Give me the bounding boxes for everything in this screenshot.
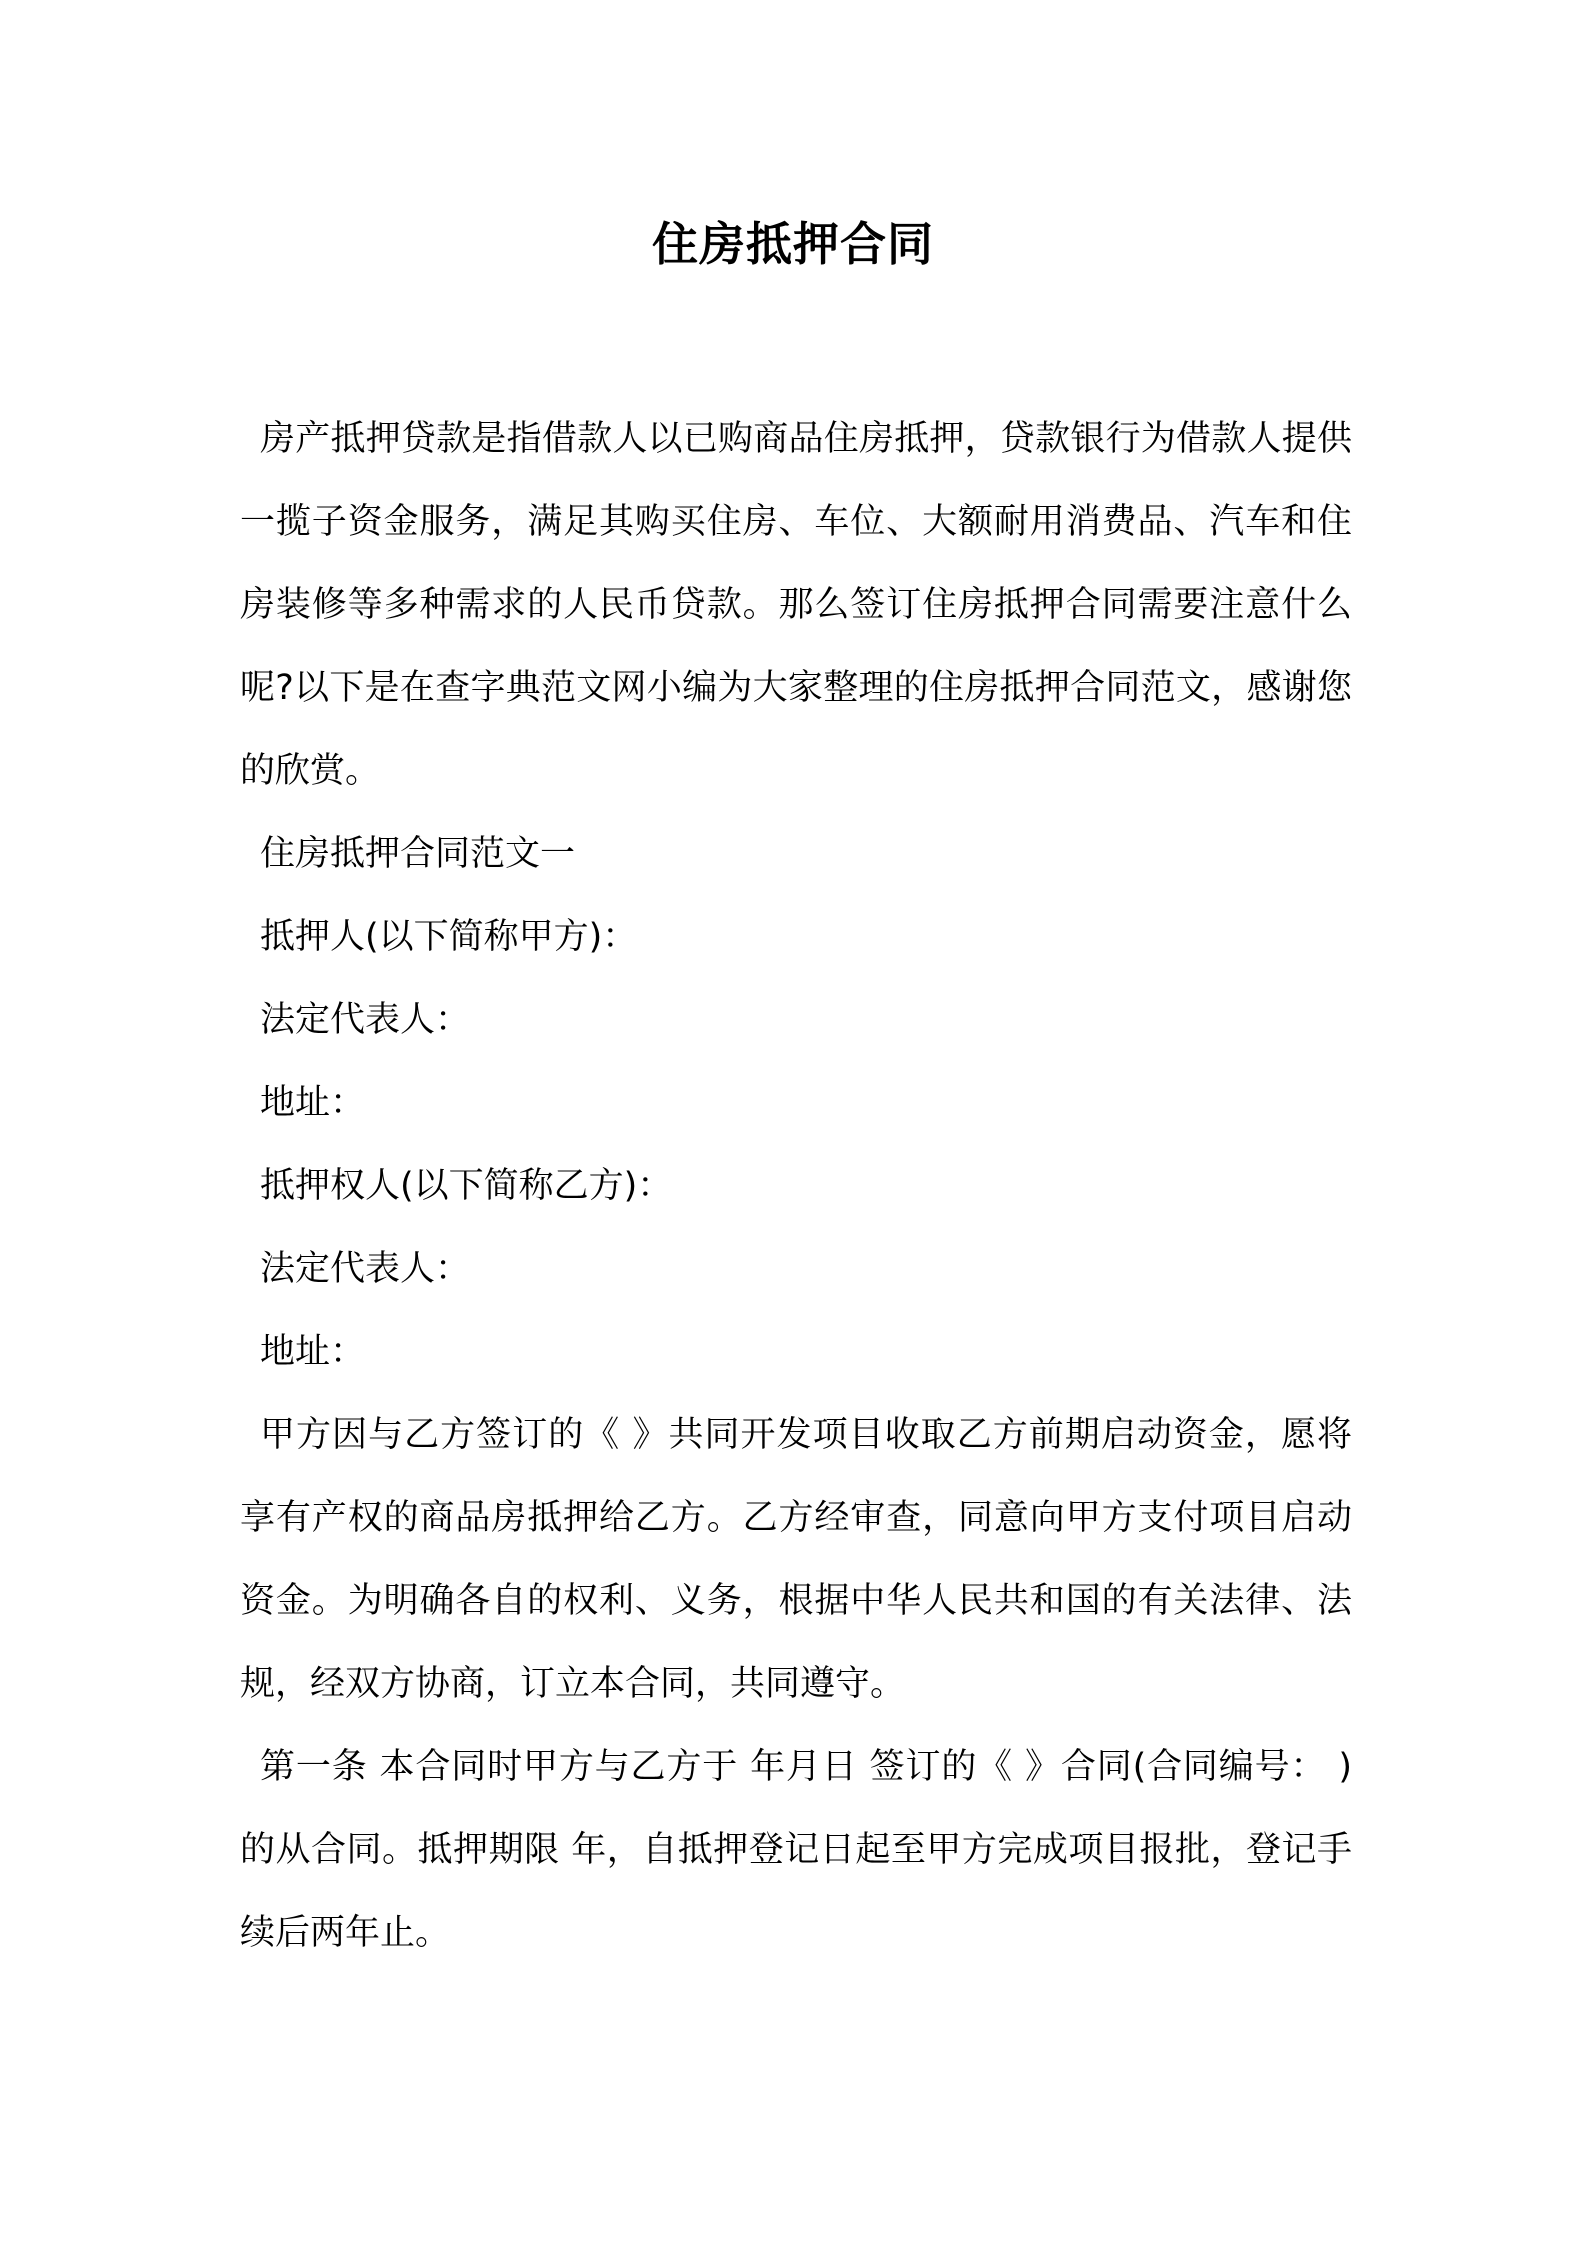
section-heading: 住房抵押合同范文一 <box>260 834 576 874</box>
mortgagor-line: 抵押人(以下简称甲方)： <box>260 917 638 957</box>
intro-paragraph: 房产抵押贷款是指借款人以已购商品住房抵押，贷款银行为借款人提供一揽子资金服务，满足其购买住房、车位、大额耐用消费品、汽车和住房装修等多种需求的人民币贷款。那么签订住房抵押合同需要注意什么呢?以下是在查字典范文网小编为大家整理的住房抵押合同范文，感谢您的欣赏。 <box>240 419 1352 791</box>
article-one-paragraph: 第一条 本合同时甲方与乙方于 年月日 签订的《 》合同(合同编号： )的从合同。抵押期限 年，自抵押登记日起至甲方完成项目报批，登记手续后两年止。 <box>240 1747 1352 1953</box>
preamble-paragraph: 甲方因与乙方签订的《 》共同开发项目收取乙方前期启动资金，愿将享有产权的商品房抵押给乙方。乙方经审查，同意向甲方支付项目启动资金。为明确各自的权利、义务，根据中华人民共和国的有关法律、法规，经双方协商，订立本合同，共同遵守。 <box>240 1415 1352 1704</box>
document-title: 住房抵押合同 <box>652 217 934 271</box>
mortgagee-line: 抵押权人(以下简称乙方)： <box>260 1166 673 1206</box>
mortgagor-address-line: 地址： <box>260 1083 366 1123</box>
document-body <box>240 398 1352 1975</box>
mortgagee-representative-line: 法定代表人： <box>260 1249 471 1289</box>
mortgagee-address-line: 地址： <box>260 1332 366 1372</box>
mortgagor-representative-line: 法定代表人： <box>260 1000 471 1040</box>
